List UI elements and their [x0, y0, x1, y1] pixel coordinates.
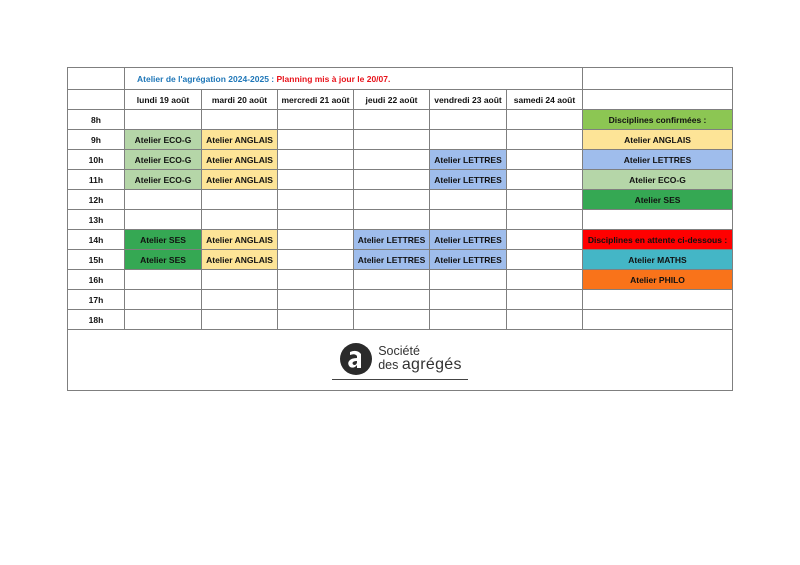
- hour-label: 11h: [68, 170, 125, 190]
- empty-slot: [125, 210, 202, 230]
- title-update: Planning mis à jour le 20/07.: [276, 73, 391, 84]
- empty-side-cell: [583, 210, 733, 230]
- schedule-row: [68, 170, 733, 190]
- page-title: [125, 68, 583, 90]
- empty-slot: [278, 310, 354, 330]
- schedule-row: [68, 290, 733, 310]
- title-main: Atelier de l'agrégation 2024-2025 :: [137, 73, 277, 84]
- session-cell: Atelier ECO-G: [125, 150, 202, 170]
- empty-slot: [507, 290, 583, 310]
- empty-slot: [354, 210, 430, 230]
- session-cell: Atelier ANGLAIS: [202, 170, 278, 190]
- schedule-row: [68, 310, 733, 330]
- empty-slot: [278, 250, 354, 270]
- schedule-row: [68, 270, 733, 290]
- hour-label: 13h: [68, 210, 125, 230]
- empty-slot: [507, 170, 583, 190]
- empty-slot: [202, 110, 278, 130]
- discipline-status-cell: Atelier ANGLAIS: [583, 130, 733, 150]
- session-cell: Atelier SES: [125, 250, 202, 270]
- empty-slot: [278, 130, 354, 150]
- societe-des-agreges-logo: [332, 343, 468, 380]
- logo-mark-icon: [340, 343, 372, 375]
- discipline-status-cell: Atelier ECO-G: [583, 170, 733, 190]
- empty-slot: [354, 190, 430, 210]
- schedule-row: [68, 150, 733, 170]
- empty-slot: [125, 290, 202, 310]
- empty-slot: [278, 210, 354, 230]
- empty-slot: [354, 130, 430, 150]
- empty-slot: [507, 110, 583, 130]
- empty-slot: [202, 210, 278, 230]
- session-cell: Atelier ANGLAIS: [202, 130, 278, 150]
- session-cell: Atelier LETTRES: [430, 150, 507, 170]
- empty-slot: [430, 270, 507, 290]
- day-header: lundi 19 août: [125, 90, 202, 110]
- empty-slot: [354, 310, 430, 330]
- empty-slot: [507, 230, 583, 250]
- empty-slot: [354, 170, 430, 190]
- empty-slot: [430, 290, 507, 310]
- title-side-cell: [583, 68, 733, 90]
- empty-side-cell: [583, 290, 733, 310]
- empty-slot: [354, 110, 430, 130]
- discipline-status-cell: Atelier LETTRES: [583, 150, 733, 170]
- empty-slot: [507, 130, 583, 150]
- empty-slot: [278, 190, 354, 210]
- hour-label: 16h: [68, 270, 125, 290]
- empty-slot: [202, 190, 278, 210]
- empty-slot: [202, 290, 278, 310]
- day-header: vendredi 23 août: [430, 90, 507, 110]
- session-cell: Atelier ANGLAIS: [202, 150, 278, 170]
- hour-label: 15h: [68, 250, 125, 270]
- hour-label: 10h: [68, 150, 125, 170]
- empty-slot: [354, 270, 430, 290]
- day-header: mardi 20 août: [202, 90, 278, 110]
- empty-slot: [202, 270, 278, 290]
- hour-label: 17h: [68, 290, 125, 310]
- empty-slot: [125, 270, 202, 290]
- empty-slot: [125, 310, 202, 330]
- logo-line-1: Société: [378, 344, 420, 358]
- session-cell: Atelier LETTRES: [430, 250, 507, 270]
- empty-slot: [278, 270, 354, 290]
- empty-slot: [507, 270, 583, 290]
- hour-label: 8h: [68, 110, 125, 130]
- empty-slot: [278, 230, 354, 250]
- schedule-row: [68, 110, 733, 130]
- logo-row: [68, 330, 733, 391]
- empty-slot: [354, 290, 430, 310]
- schedule-table: [67, 67, 733, 391]
- discipline-status-cell: Disciplines en attente ci-dessous :: [583, 230, 733, 250]
- empty-slot: [278, 110, 354, 130]
- hour-header-cell: [68, 90, 125, 110]
- session-cell: Atelier LETTRES: [430, 170, 507, 190]
- session-cell: Atelier ANGLAIS: [202, 230, 278, 250]
- schedule-row: [68, 210, 733, 230]
- empty-slot: [507, 210, 583, 230]
- empty-slot: [125, 110, 202, 130]
- schedule-row: [68, 230, 733, 250]
- empty-slot: [430, 310, 507, 330]
- empty-slot: [507, 250, 583, 270]
- discipline-status-cell: Disciplines confirmées :: [583, 110, 733, 130]
- empty-slot: [430, 110, 507, 130]
- title-row: [68, 68, 733, 90]
- day-header: mercredi 21 août: [278, 90, 354, 110]
- day-header-row: [68, 90, 733, 110]
- day-header: samedi 24 août: [507, 90, 583, 110]
- discipline-status-cell: Atelier SES: [583, 190, 733, 210]
- schedule-row: [68, 250, 733, 270]
- session-cell: Atelier SES: [125, 230, 202, 250]
- empty-slot: [278, 170, 354, 190]
- empty-slot: [430, 190, 507, 210]
- logo-line-2: [378, 358, 462, 372]
- hour-label: 12h: [68, 190, 125, 210]
- empty-slot: [430, 210, 507, 230]
- session-cell: Atelier ECO-G: [125, 130, 202, 150]
- session-cell: Atelier ECO-G: [125, 170, 202, 190]
- logo-text: [378, 345, 462, 372]
- session-cell: Atelier LETTRES: [354, 230, 430, 250]
- hour-label: 14h: [68, 230, 125, 250]
- empty-slot: [202, 310, 278, 330]
- side-header-cell: [583, 90, 733, 110]
- discipline-status-cell: Atelier PHILO: [583, 270, 733, 290]
- day-header: jeudi 22 août: [354, 90, 430, 110]
- corner-cell: [68, 68, 125, 90]
- empty-slot: [507, 190, 583, 210]
- logo-line-2-word: agrégés: [401, 356, 462, 373]
- session-cell: Atelier ANGLAIS: [202, 250, 278, 270]
- empty-slot: [430, 130, 507, 150]
- discipline-status-cell: Atelier MATHS: [583, 250, 733, 270]
- hour-label: 9h: [68, 130, 125, 150]
- empty-slot: [278, 150, 354, 170]
- schedule-row: [68, 190, 733, 210]
- empty-slot: [354, 150, 430, 170]
- schedule-row: [68, 130, 733, 150]
- session-cell: Atelier LETTRES: [430, 230, 507, 250]
- empty-slot: [507, 150, 583, 170]
- empty-slot: [507, 310, 583, 330]
- logo-line-2-prefix: des: [378, 358, 402, 372]
- hour-label: 18h: [68, 310, 125, 330]
- empty-slot: [278, 290, 354, 310]
- empty-slot: [125, 190, 202, 210]
- session-cell: Atelier LETTRES: [354, 250, 430, 270]
- empty-side-cell: [583, 310, 733, 330]
- logo-cell: [68, 330, 733, 391]
